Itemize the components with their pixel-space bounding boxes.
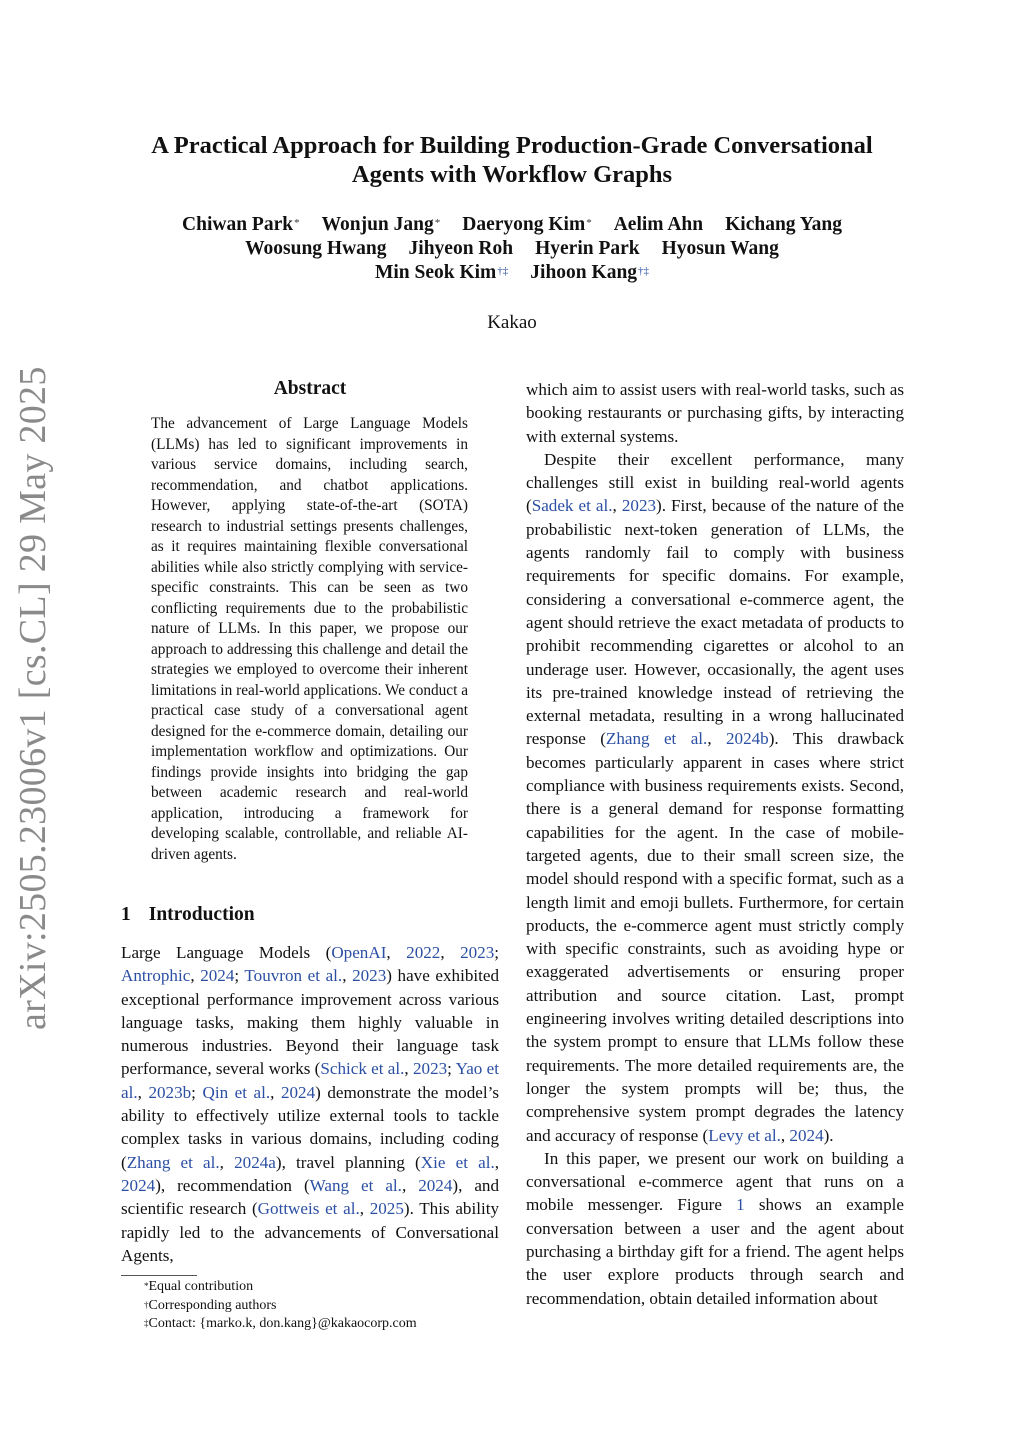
citation-link[interactable]: 2025 bbox=[369, 1199, 404, 1219]
citation-link[interactable]: 2024 bbox=[789, 1125, 824, 1145]
author-affiliation-mark: * bbox=[294, 217, 300, 229]
author-name: Chiwan Park* bbox=[182, 214, 300, 235]
author-name: Wonjun Jang* bbox=[321, 214, 441, 235]
author-name: Daeryong Kim* bbox=[462, 214, 592, 235]
section-number: 1 bbox=[121, 904, 131, 925]
citation-link[interactable]: Antrophic bbox=[121, 966, 191, 986]
author-name: Kichang Yang bbox=[725, 214, 842, 235]
author-affiliation-mark: †‡ bbox=[638, 265, 650, 277]
citation-link[interactable]: 2024 bbox=[280, 1082, 316, 1102]
footnote-rule bbox=[121, 1275, 197, 1276]
author-name: Jihyeon Roh bbox=[408, 238, 514, 259]
section-heading-introduction bbox=[121, 904, 255, 926]
citation-link[interactable]: 2022 bbox=[406, 943, 441, 962]
title-line-1: A Practical Approach for Building Production-Grade Conversational bbox=[151, 132, 873, 159]
citation-link[interactable]: Gottweis et al. bbox=[257, 1199, 360, 1219]
title-line-2: Agents with Workflow Graphs bbox=[351, 161, 673, 188]
footnote: *Equal contribution bbox=[144, 1279, 254, 1294]
citation-link[interactable]: Yao et al. bbox=[121, 1059, 499, 1102]
citation-link[interactable]: OpenAI bbox=[331, 943, 387, 962]
author-name: Hyerin Park bbox=[535, 238, 640, 259]
footnote-mark: ‡ bbox=[144, 1318, 149, 1328]
footnote-mark: † bbox=[144, 1299, 149, 1310]
author-affiliation-mark: * bbox=[586, 217, 592, 229]
author-row-2 bbox=[0, 237, 1024, 261]
citation-link[interactable]: Levy et al. bbox=[708, 1125, 781, 1145]
intro-paragraph-2: Despite their excellent performance, many challenges still exist in building real-world agents (Sadek et al., 2023). First, because of the nature of the probabilistic next-token generation of LLMs, the agents randomly fail to comply with business requirements for specific domains. For example, considering a conversational e-commerce agent, the agent should retrieve the exact metadata of products to prohibit recommending cigarettes or alcohol to an underage user. However, occasionally, the agent uses its pre-trained knowledge instead of retrieving the external metadata, resulting in a wrong hallucinated response (Zhang et al., 2024b). This drawback becomes particularly apparent in cases where strict compliance with business requirements exists. Second, there is a general demand for response formatting capabilities for the agent. In the case of mobile-targeted agents, due to their small screen size, the model should respond with a specific format, such as a length limit and emoji bullets. Furthermore, for certain products, the e-commerce agent must strictly comply with specific constraints, such as avoiding hype or exaggerated advertisements or ensuring proper attribution and source citation. Last, prompt engineering involves writing detailed descriptions into the system prompt to ensure that LLMs follow these requirements. The more detailed requirements are, the longer the system prompts will be; thus, the comprehensive system prompt degrades the latency and accuracy of response (Levy et al., 2024). bbox=[526, 449, 904, 1145]
footnote: †Corresponding authors bbox=[144, 1297, 277, 1313]
footnote-mark: * bbox=[144, 1281, 149, 1291]
citation-link[interactable]: 2024b bbox=[725, 729, 769, 749]
intro-paragraph-1-continued: which aim to assist users with real-world tasks, such as booking restaurants or purchasing gifts, by interacting with external systems. bbox=[526, 380, 904, 446]
abstract-heading: Abstract bbox=[273, 378, 347, 399]
author-row-1 bbox=[0, 213, 1024, 237]
author-affiliation-mark: * bbox=[434, 217, 441, 229]
footnotes bbox=[144, 1278, 417, 1334]
author-row-3 bbox=[0, 261, 1024, 285]
citation-link[interactable]: 2023 bbox=[412, 1059, 448, 1079]
intro-paragraph-1: Large Language Models (OpenAI, 2022, 2023; Antrophic, 2024; Touvron et al., 2023) have exhibited exceptional performance improvement across various language tasks, making them highly valuable in numerous industries. Beyond their language task performance, several works (Schick et al., 2023; Yao et al., 2023b; Qin et al., 2024) demonstrate the model’s ability to effectively utilize external tools to tackle complex tasks in various domains, including coding (Zhang et al., 2024a), travel planning (Xie et al., 2024), recommendation (Wang et al., 2024), and scientific research (Gottweis et al., 2025). This ability rapidly led to the advancements of Conversational Agents, bbox=[121, 943, 500, 1265]
citation-link[interactable]: Wang et al. bbox=[309, 1175, 402, 1195]
abstract-body: The advancement of Large Language Models (LLMs) has led to significant improvements in various service domains, including search, recommendation, and chatbot applications. However, applying state-of-the-art (SOTA) research to industrial settings presents challenges, as it requires maintaining flexible conversational abilities while also strictly complying with service-specific constraints. This can be seen as two conflicting requirements due to the probabilistic nature of LLMs. In this paper, we propose our approach to addressing this challenge and detail the strategies we employed to overcome their inherent limitations in real-world applications. We conduct a practical case study of a conversational agent designed for the e-commerce domain, detailing our implementation workflow and optimizations. Our findings provide insights into bridging the gap between academic research and real-world application, introducing a framework for developing scalable, controllable, and reliable AI-driven agents. bbox=[151, 415, 468, 863]
citation-link[interactable]: Touvron et al. bbox=[244, 966, 343, 986]
citation-link[interactable]: 2023b bbox=[148, 1082, 192, 1102]
citation-link[interactable]: 2023 bbox=[352, 966, 387, 986]
citation-link[interactable]: Schick et al. bbox=[320, 1059, 405, 1079]
author-affiliation-mark: †‡ bbox=[497, 265, 509, 277]
author-name: Aelim Ahn bbox=[613, 214, 704, 235]
author-name: Hyosun Wang bbox=[661, 238, 779, 259]
citation-link[interactable]: 2024 bbox=[121, 1175, 156, 1195]
citation-link[interactable]: 2024a bbox=[234, 1152, 276, 1172]
affiliation: Kakao bbox=[487, 312, 537, 333]
intro-paragraph-3: In this paper, we present our work on building a conversational e-commerce agent that runs on a mobile messenger. Figure 1 shows an example conversation between a user and the agent about purchasing a birthday gift for a friend. The agent helps the user explore products through search and recommendation, obtain detailed information about bbox=[526, 1148, 904, 1308]
citation-link[interactable]: 2023 bbox=[460, 943, 495, 962]
footnote: ‡Contact: {marko.k, don.kang}@kakaocorp.com bbox=[144, 1316, 417, 1331]
citation-link[interactable]: Sadek et al. bbox=[531, 496, 613, 516]
citation-link[interactable]: 2024 bbox=[200, 966, 235, 986]
paper-title bbox=[0, 131, 1024, 189]
right-column bbox=[526, 378, 904, 1310]
citation-link[interactable]: 2023 bbox=[621, 496, 657, 516]
citation-link[interactable]: Zhang et al. bbox=[126, 1152, 220, 1172]
author-name: Jihoon Kang†‡ bbox=[530, 262, 650, 283]
citation-link[interactable]: 1 bbox=[736, 1195, 745, 1215]
citation-link[interactable]: Zhang et al. bbox=[605, 729, 708, 749]
citation-link[interactable]: 2024 bbox=[418, 1175, 453, 1195]
author-name: Min Seok Kim†‡ bbox=[374, 262, 509, 283]
arxiv-identifier-stamp: arXiv:2505.23006v1 [cs.CL] 29 May 2025 bbox=[12, 366, 54, 1030]
section-title: Introduction bbox=[148, 904, 255, 925]
citation-link[interactable]: Qin et al. bbox=[202, 1082, 271, 1102]
citation-link[interactable]: Xie et al. bbox=[420, 1152, 495, 1172]
author-name: Woosung Hwang bbox=[245, 238, 387, 259]
